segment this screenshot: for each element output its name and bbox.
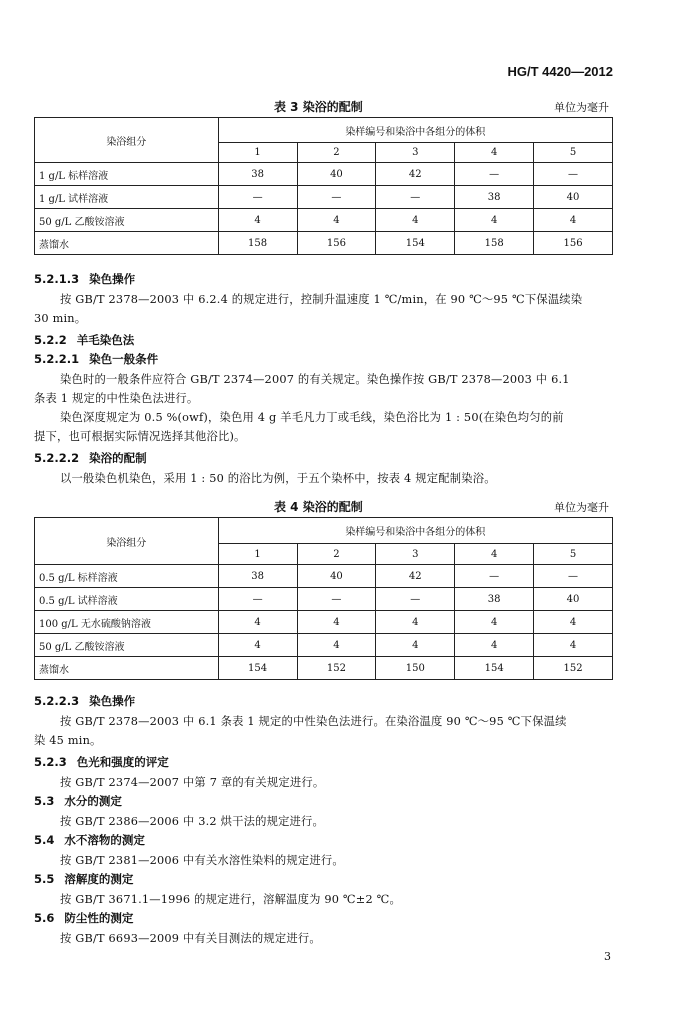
cell: 40 bbox=[534, 186, 613, 209]
section-5-2-2-1-p2-line1: 染色深度规定为 0.5 %(owf)，染色用 4 g 羊毛凡力丁或毛线，染色浴比为 1 : 50(在染色均匀的前 bbox=[60, 411, 564, 424]
section-5-2-2-3-line2: 染 45 min。 bbox=[34, 734, 102, 747]
section-5-2-1-3-line2: 30 min。 bbox=[34, 312, 87, 325]
cell: — bbox=[534, 163, 613, 186]
cell: — bbox=[376, 588, 455, 611]
cell: 152 bbox=[297, 657, 376, 680]
cell: 4 bbox=[297, 634, 376, 657]
cell: 4 bbox=[455, 209, 534, 232]
cell: 4 bbox=[218, 634, 297, 657]
row-label: 蒸馏水 bbox=[35, 657, 219, 680]
section-5-2-1-3-heading: 5.2.1.3 染色操作 bbox=[34, 272, 136, 286]
section-5-5-line1: 按 GB/T 3671.1—1996 的规定进行，溶解温度为 90 ℃±2 ℃。 bbox=[60, 893, 401, 906]
cell: — bbox=[297, 186, 376, 209]
table3-caption: 表 3 染浴的配制 bbox=[274, 100, 363, 114]
row-label: 0.5 g/L 标样溶液 bbox=[35, 565, 219, 588]
cell: 4 bbox=[297, 611, 376, 634]
table3-col: 4 bbox=[455, 143, 534, 163]
cell: 38 bbox=[218, 163, 297, 186]
cell: 150 bbox=[376, 657, 455, 680]
table4-colgroup: 染样编号和染浴中各组分的体积 bbox=[218, 518, 612, 544]
table-row bbox=[35, 232, 613, 255]
cell: 152 bbox=[534, 657, 613, 680]
table-row bbox=[35, 657, 613, 680]
section-5-2-2-1-p2-line2: 提下，也可根据实际情况选择其他浴比)。 bbox=[34, 430, 246, 443]
cell: 4 bbox=[218, 209, 297, 232]
table4-col: 4 bbox=[455, 544, 534, 565]
cell: 154 bbox=[218, 657, 297, 680]
cell: 38 bbox=[218, 565, 297, 588]
cell: 40 bbox=[297, 565, 376, 588]
section-5-4-heading: 5.4 水不溶物的测定 bbox=[34, 833, 145, 847]
cell: — bbox=[534, 565, 613, 588]
cell: — bbox=[376, 186, 455, 209]
section-5-6-line1: 按 GB/T 6693—2009 中有关目测法的规定进行。 bbox=[60, 932, 321, 945]
cell: 38 bbox=[455, 186, 534, 209]
table3-col: 1 bbox=[218, 143, 297, 163]
cell: 42 bbox=[376, 163, 455, 186]
cell: 154 bbox=[376, 232, 455, 255]
section-5-5-heading: 5.5 溶解度的测定 bbox=[34, 872, 134, 886]
row-label: 50 g/L 乙酸铵溶液 bbox=[35, 209, 219, 232]
cell: — bbox=[297, 588, 376, 611]
section-5-2-2-1-heading: 5.2.2.1 染色一般条件 bbox=[34, 352, 159, 366]
cell: 40 bbox=[297, 163, 376, 186]
cell: 40 bbox=[534, 588, 613, 611]
row-label: 1 g/L 试样溶液 bbox=[35, 186, 219, 209]
cell: — bbox=[455, 163, 534, 186]
section-5-2-2-1-p1-line2: 条表 1 规定的中性染色法进行。 bbox=[34, 392, 199, 405]
cell: 156 bbox=[297, 232, 376, 255]
table-row bbox=[35, 565, 613, 588]
cell: 4 bbox=[376, 634, 455, 657]
table-row bbox=[35, 163, 613, 186]
page-number: 3 bbox=[604, 950, 611, 963]
table3-col: 5 bbox=[534, 143, 613, 163]
table4-col: 3 bbox=[376, 544, 455, 565]
cell: — bbox=[218, 186, 297, 209]
row-label: 50 g/L 乙酸铵溶液 bbox=[35, 634, 219, 657]
table4-col: 5 bbox=[534, 544, 613, 565]
section-5-2-1-3-line1: 按 GB/T 2378—2003 中 6.2.4 的规定进行，控制升温速度 1 ℃/min，在 90 ℃～95 ℃下保温续染 bbox=[60, 293, 583, 306]
table3-col: 3 bbox=[376, 143, 455, 163]
section-5-6-heading: 5.6 防尘性的测定 bbox=[34, 911, 134, 925]
row-label: 0.5 g/L 试样溶液 bbox=[35, 588, 219, 611]
row-label: 蒸馏水 bbox=[35, 232, 219, 255]
cell: 4 bbox=[534, 611, 613, 634]
cell: 42 bbox=[376, 565, 455, 588]
cell: 4 bbox=[455, 634, 534, 657]
cell: 4 bbox=[376, 611, 455, 634]
section-5-3-heading: 5.3 水分的测定 bbox=[34, 794, 122, 808]
table4-col: 2 bbox=[297, 544, 376, 565]
cell: 158 bbox=[455, 232, 534, 255]
table4-unit: 单位为毫升 bbox=[554, 501, 609, 514]
table3-col: 2 bbox=[297, 143, 376, 163]
cell: 154 bbox=[455, 657, 534, 680]
standard-code-header: HG/T 4420—2012 bbox=[507, 64, 613, 79]
row-label: 100 g/L 无水硫酸钠溶液 bbox=[35, 611, 219, 634]
table4-rowheader: 染浴组分 bbox=[35, 518, 219, 565]
table-row bbox=[35, 611, 613, 634]
cell: 4 bbox=[534, 634, 613, 657]
cell: 4 bbox=[376, 209, 455, 232]
table4-col: 1 bbox=[218, 544, 297, 565]
section-5-4-line1: 按 GB/T 2381—2006 中有关水溶性染料的规定进行。 bbox=[60, 854, 344, 867]
cell: 156 bbox=[534, 232, 613, 255]
section-5-2-2-heading: 5.2.2 羊毛染色法 bbox=[34, 333, 135, 347]
table-row bbox=[35, 209, 613, 232]
cell: 4 bbox=[534, 209, 613, 232]
table4 bbox=[34, 517, 613, 680]
section-5-2-2-3-heading: 5.2.2.3 染色操作 bbox=[34, 694, 136, 708]
cell: 38 bbox=[455, 588, 534, 611]
cell: 158 bbox=[218, 232, 297, 255]
table3-unit: 单位为毫升 bbox=[554, 101, 609, 114]
section-5-2-2-3-line1: 按 GB/T 2378—2003 中 6.1 条表 1 规定的中性染色法进行。在染浴温度 90 ℃～95 ℃下保温续 bbox=[60, 715, 567, 728]
cell: — bbox=[455, 565, 534, 588]
table-row bbox=[35, 186, 613, 209]
section-5-2-3-heading: 5.2.3 色光和强度的评定 bbox=[34, 755, 169, 769]
cell: 4 bbox=[455, 611, 534, 634]
cell: — bbox=[218, 588, 297, 611]
cell: 4 bbox=[297, 209, 376, 232]
table4-caption: 表 4 染浴的配制 bbox=[274, 500, 363, 514]
section-5-2-2-2-heading: 5.2.2.2 染浴的配制 bbox=[34, 451, 147, 465]
cell: 4 bbox=[218, 611, 297, 634]
table3-colgroup: 染样编号和染浴中各组分的体积 bbox=[218, 118, 612, 143]
table3-rowheader: 染浴组分 bbox=[35, 118, 219, 163]
section-5-3-line1: 按 GB/T 2386—2006 中 3.2 烘干法的规定进行。 bbox=[60, 815, 325, 828]
section-5-2-2-2-line1: 以一般染色机染色，采用 1 : 50 的浴比为例，于五个染杯中，按表 4 规定配制染浴。 bbox=[60, 472, 496, 485]
table-row bbox=[35, 634, 613, 657]
row-label: 1 g/L 标样溶液 bbox=[35, 163, 219, 186]
section-5-2-3-line1: 按 GB/T 2374—2007 中第 7 章的有关规定进行。 bbox=[60, 776, 325, 789]
section-5-2-2-1-p1-line1: 染色时的一般条件应符合 GB/T 2374—2007 的有关规定。染色操作按 GB/T 2378—2003 中 6.1 bbox=[60, 373, 570, 386]
table-row bbox=[35, 588, 613, 611]
table3 bbox=[34, 117, 613, 255]
